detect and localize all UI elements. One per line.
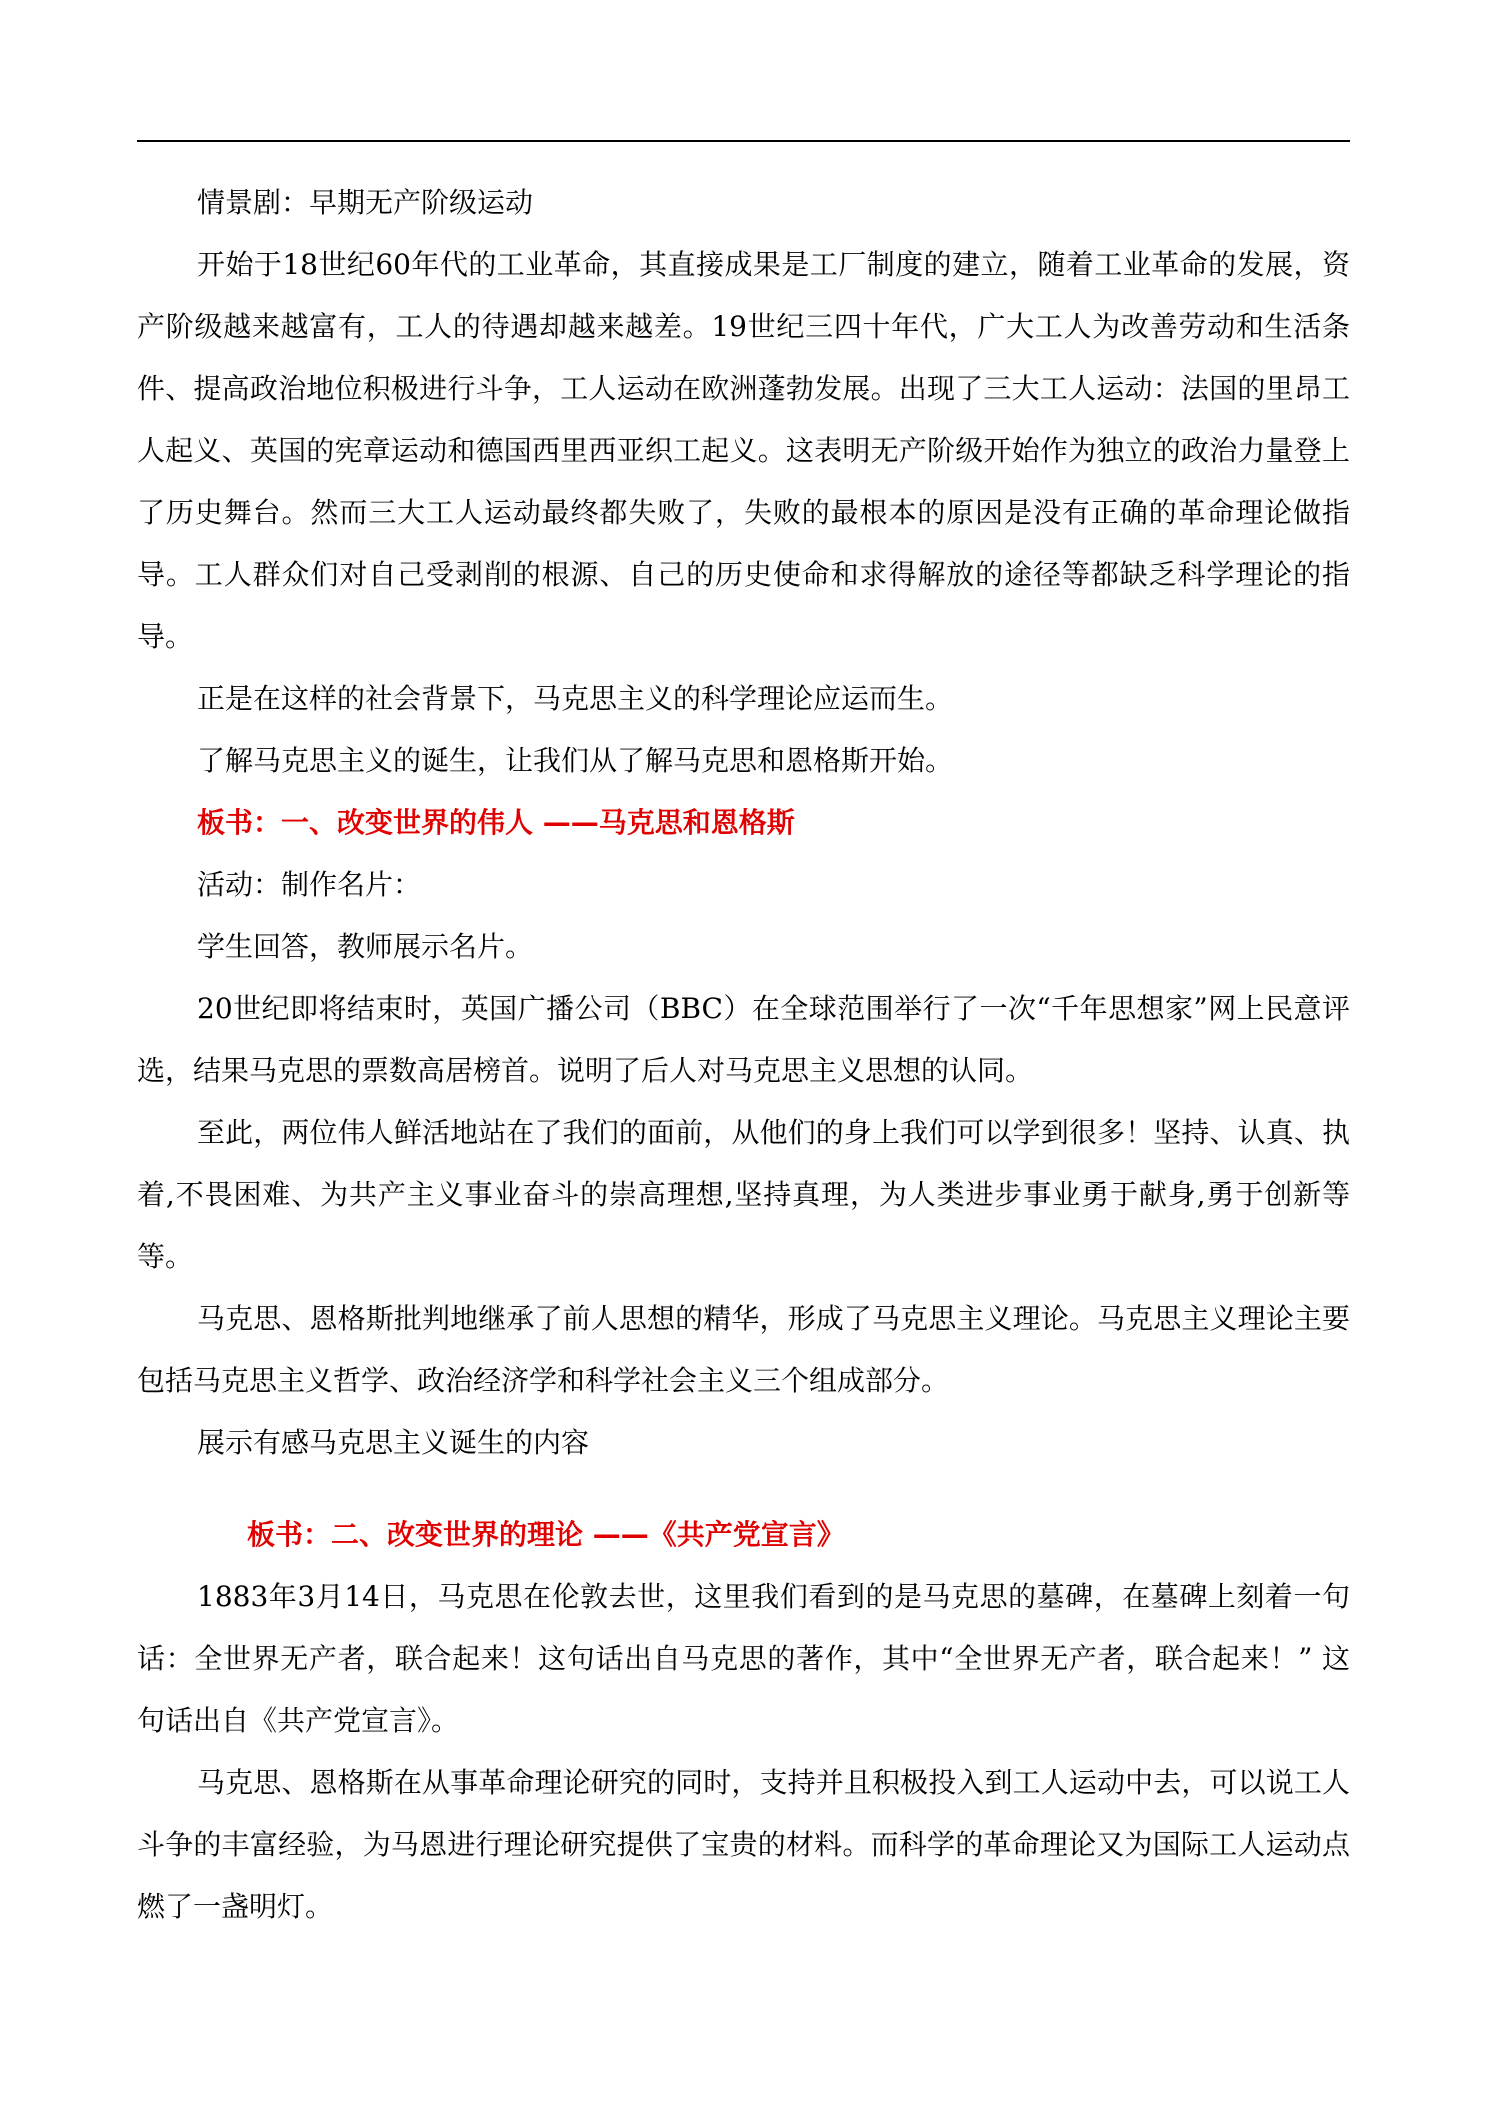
paragraph-workers-movement: 马克思、恩格斯在从事革命理论研究的同时，支持并且积极投入到工人运动中去，可以说工人斗争的丰富经验，为马恩进行理论研究提供了宝贵的材料。而科学的革命理论又为国际工人运动点燃了一盏明灯。 bbox=[137, 1766, 1350, 1923]
paragraph-show-content: 展示有感马克思主义诞生的内容 bbox=[197, 1426, 590, 1459]
board-heading-great-men: 板书：一、改变世界的伟人 ——马克思和恩格斯 bbox=[197, 806, 795, 839]
document-body bbox=[137, 172, 1350, 1938]
paragraph-bbc-poll: 20世纪即将结束时，英国广播公司（BBC）在全球范围举行了一次“千年思想家”网上民意评选，结果马克思的票数高居榜首。说明了后人对马克思主义思想的认同。 bbox=[137, 992, 1350, 1087]
board-heading-manifesto: 板书：二、改变世界的理论 ——《共产党宣言》 bbox=[247, 1518, 845, 1551]
paragraph-marxism-components: 马克思、恩格斯批判地继承了前人思想的精华，形成了马克思主义理论。马克思主义理论主要包括马克思主义哲学、政治经济学和科学社会主义三个组成部分。 bbox=[137, 1302, 1350, 1397]
paragraph-activity-card: 活动：制作名片： bbox=[197, 868, 422, 901]
paragraph-qualities: 至此，两位伟人鲜活地站在了我们的面前，从他们的身上我们可以学到很多！坚持、认真、执着,不畏困难、为共产主义事业奋斗的崇高理想,坚持真理，为人类进步事业勇于献身,勇于创新等等。 bbox=[137, 1116, 1350, 1273]
paragraph-social-background: 正是在这样的社会背景下，马克思主义的科学理论应运而生。 bbox=[197, 682, 954, 715]
paragraph-industrial-revolution: 开始于18世纪60年代的工业革命，其直接成果是工厂制度的建立，随着工业革命的发展，资产阶级越来越富有，工人的待遇却越来越差。19世纪三四十年代，广大工人为改善劳动和生活条件、提高政治地位积极进行斗争，工人运动在欧洲蓬勃发展。出现了三大工人运动：法国的里昂工人起义、英国的宪章运动和德国西里西亚织工起义。这表明无产阶级开始作为独立的政治力量登上了历史舞台。然而三大工人运动最终都失败了，失败的最根本的原因是没有正确的革命理论做指导。工人群众们对自己受剥削的根源、自己的历史使命和求得解放的途径等都缺乏科学理论的指导。 bbox=[137, 248, 1350, 653]
paragraph-student-answer: 学生回答，教师展示名片。 bbox=[197, 930, 534, 963]
paragraph-intro-marx-engels: 了解马克思主义的诞生，让我们从了解马克思和恩格斯开始。 bbox=[197, 744, 954, 777]
paragraph-skit-title: 情景剧：早期无产阶级运动 bbox=[197, 186, 534, 219]
paragraph-tombstone: 1883年3月14日，马克思在伦敦去世，这里我们看到的是马克思的墓碑，在墓碑上刻着一句话：全世界无产者，联合起来！这句话出自马克思的著作，其中“全世界无产者，联合起来！” 这句话出自《共产党宣言》。 bbox=[137, 1580, 1350, 1737]
header-rule bbox=[137, 140, 1350, 142]
